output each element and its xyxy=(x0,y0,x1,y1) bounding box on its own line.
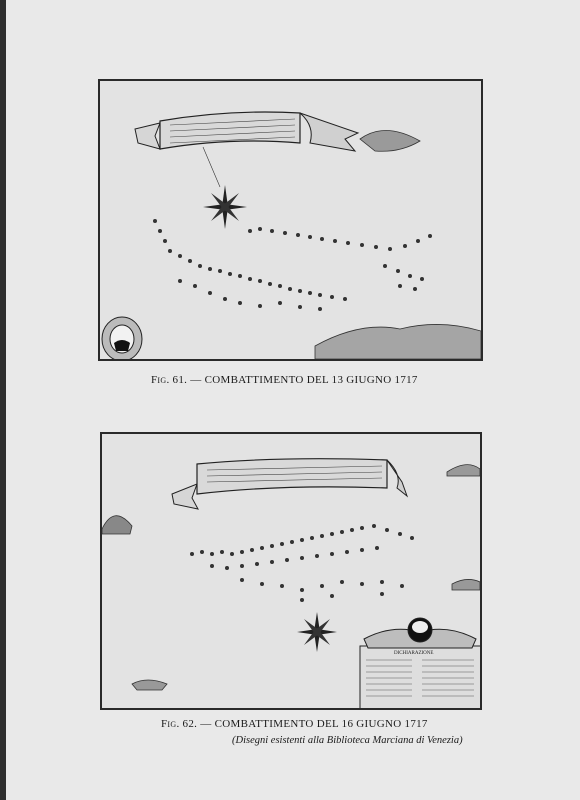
book-page xyxy=(6,0,580,800)
battle-map-1-drawing xyxy=(100,81,481,359)
figure-61-number: Fig. 61. xyxy=(151,374,188,386)
figure-62-number: Fig. 62. xyxy=(161,718,198,730)
figure-61-caption xyxy=(151,374,418,386)
coastline-bottom xyxy=(315,324,481,359)
figure-62-caption xyxy=(161,718,428,730)
compass-rose-2 xyxy=(297,612,337,652)
coat-of-arms xyxy=(102,317,142,359)
battle-map-2-drawing xyxy=(102,434,480,708)
engraving-battle-16-june xyxy=(100,432,482,710)
engraving-battle-13-june xyxy=(98,79,483,361)
fleet-ships-2 xyxy=(190,524,414,602)
figure-62-source-note: (Disegni esistenti alla Biblioteca Marciana di Venezia) xyxy=(232,735,463,746)
island-top xyxy=(360,130,420,151)
fleet-ships-1 xyxy=(153,219,432,311)
legend-title: DICHIARAZIONE xyxy=(394,651,434,656)
island-left xyxy=(102,516,132,534)
legend-cartouche xyxy=(360,618,480,708)
title-ribbon-2 xyxy=(197,459,387,494)
figure-61-title: — COMBATTIMENTO DEL 13 GIUGNO 1717 xyxy=(190,374,418,386)
compass-rose xyxy=(203,185,247,229)
figure-62-title: — COMBATTIMENTO DEL 16 GIUGNO 1717 xyxy=(200,718,428,730)
